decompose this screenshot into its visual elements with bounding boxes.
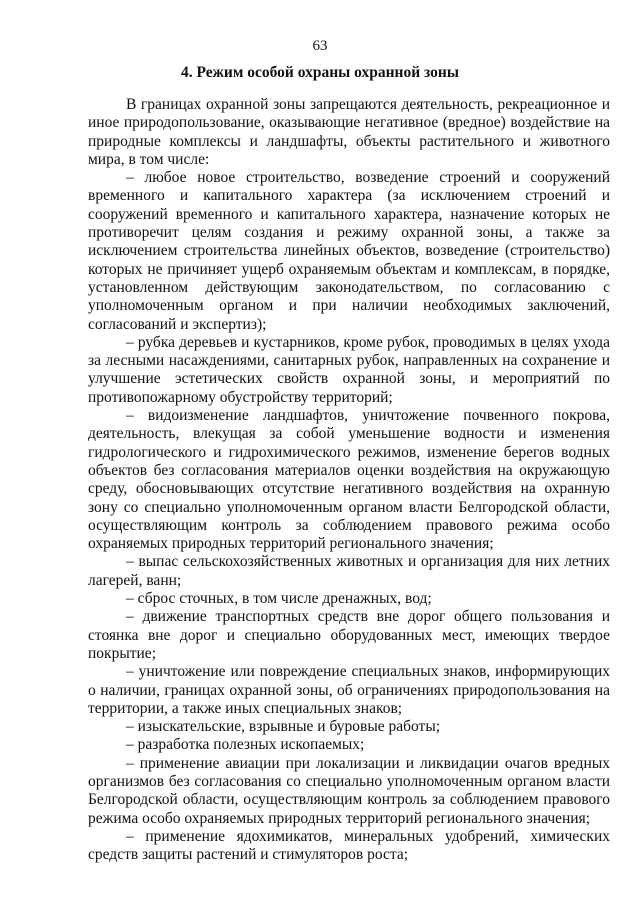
list-item-wastewater: – сброс сточных, в том числе дренажных, вод; [126,590,432,608]
list-item-grazing: – выпас сельскохозяйственных животных и организация для них летних лагерей, ванн; [88,553,610,589]
list-item-tree-felling: – рубка деревьев и кустарников, кроме рубок, проводимых в целях ухода за лесными насаждениями, санитарных рубок, направленных на сохранение и улучшение эстетических свойств охранной зоны, и мероприятий по противопожарному обустройству территорий; [88,333,610,406]
section-body [88,96,610,864]
intro-paragraph: В границах охранной зоны запрещаются деятельность, рекреационное и иное природопользование, оказывающие негативное (вредное) воздействие на природные комплексы и ландшафты, объекты растительного и животного мира, в том числе: [88,96,610,168]
list-item-mining: – разработка полезных ископаемых; [126,736,365,754]
list-item-landscape-change: – видоизменение ландшафтов, уничтожение почвенного покрова, деятельность, влекущая за собой уменьшение водности и изменения гидрологического и гидрохимического режимов, изменение берегов водных объектов без согласования материалов оценки воздействия на окружающую среду, обосновывающих отсутствие негативного воздействия на охранную зону со специально уполномоченным органом власти Белгородской области, осуществляющим контроль за соблюдением правового режима особо охраняемых природных территорий регионального значения; [88,407,610,553]
list-item-aviation: – применение авиации при локализации и ликвидации очагов вредных организмов без согласования со специально уполномоченным органом власти Белгородской области, осуществляющим контроль за соблюдением правового режима особо охраняемых природных территорий регионального значения; [88,754,610,827]
page-number: 63 [312,38,328,54]
list-item-blasting: – изыскательские, взрывные и буровые работы; [126,718,441,736]
list-item-construction: – любое новое строительство, возведение строений и сооружений временного и капитального характера (за исключением строений и сооружений временного и капитального характера, назначение которых не противоречит целям создания и режиму охранной зоны, а также за исключением строительства линейных объектов, возведение (строительство) которых не причиняет ущерб охраняемым объектам и комплексам, в порядке, установленном действующим законодательством, по согласованию с уполномоченным органом и при наличии необходимых заключений, согласований и экспертиз); [88,169,610,333]
list-item-vehicles: – движение транспортных средств вне дорог общего пользования и стоянка вне дорог и специально оборудованных мест, имеющих твердое покрытие; [88,608,610,662]
list-item-chemicals: – применение ядохимикатов, минеральных удобрений, химических средств защиты растений и стимуляторов роста; [88,827,610,864]
section-heading: 4. Режим особой охраны охранной зоны [181,64,459,81]
list-item-signs: – уничтожение или повреждение специальных знаков, информирующих о наличии, границах охранной зоны, об ограничениях природопользования на территории, а также иных специальных знаков; [88,663,610,717]
